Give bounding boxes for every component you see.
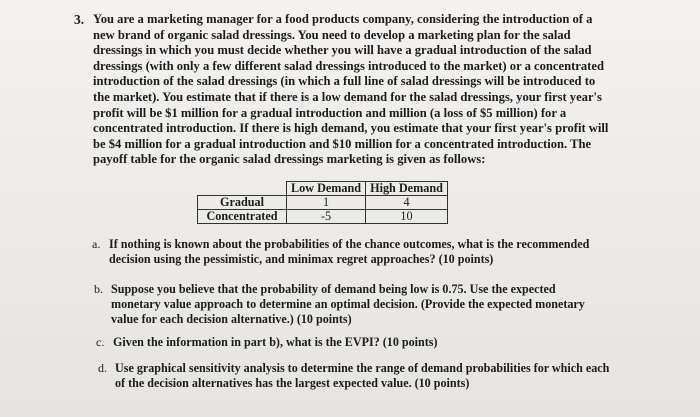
problem-statement <box>93 12 613 168</box>
table-row <box>198 196 448 210</box>
part-a <box>92 237 590 267</box>
part-a-label: a. <box>92 237 101 251</box>
cell-concentrated-high: 10 <box>366 210 448 224</box>
header-low-demand: Low Demand <box>287 182 366 196</box>
problem-line: be $4 million for a gradual introduction and $10 million for a concentrated introduction. The <box>93 136 592 151</box>
row-label-gradual: Gradual <box>198 196 287 210</box>
cell-gradual-low: 1 <box>287 196 366 210</box>
part-b-line: value for each decision alternative.) (10 points) <box>111 312 352 326</box>
part-d-line: Use graphical sensitivity analysis to determine the range of demand probabilities for which each <box>115 361 610 375</box>
part-b-line: monetary value approach to determine an optimal decision. (Provide the expected monetary <box>111 297 585 311</box>
part-c-line: Given the information in part b), what is the EVPI? (10 points) <box>113 335 438 349</box>
part-d-line: of the decision alternatives has the largest expected value. (10 points) <box>115 376 470 390</box>
problem-line: concentrated introduction. If there is high demand, you estimate that your first year's profit will <box>93 121 609 136</box>
problem-line: You are a marketing manager for a food products company, considering the introduction of a <box>93 12 593 26</box>
part-b-label: b. <box>94 282 103 296</box>
table-row <box>198 210 448 224</box>
payoff-table <box>197 181 448 224</box>
problem-line: new brand of organic salad dressings. You need to develop a marketing plan for the salad <box>93 27 571 42</box>
problem-line: dressings in which you must decide whether you will have a gradual introduction of the salad <box>93 43 592 58</box>
header-high-demand: High Demand <box>366 182 448 196</box>
row-label-concentrated: Concentrated <box>198 210 287 224</box>
problem-line: introduction of the salad dressings (in which a full line of salad dressings will be introduced to <box>93 74 596 89</box>
problem-line: the market). You estimate that if there is a low demand for the salad dressings, your first year's <box>93 89 602 104</box>
part-a-line: If nothing is known about the probabilities of the chance outcomes, what is the recommended <box>109 237 590 251</box>
table-corner-cell <box>198 182 287 196</box>
part-b-line: Suppose you believe that the probability of demand being low is 0.75. Use the expected <box>111 282 556 296</box>
part-b <box>94 282 585 327</box>
part-d-label: d. <box>98 361 107 375</box>
question-number: 3. <box>74 12 85 27</box>
table-header-row <box>198 182 448 196</box>
part-a-line: decision using the pessimistic, and minimax regret approaches? (10 points) <box>109 252 494 266</box>
part-c-label: c. <box>96 335 105 349</box>
part-c <box>96 335 438 350</box>
problem-line: dressings (with only a few different salad dressings introduced to the market) or a concentrated <box>93 58 604 73</box>
cell-concentrated-low: -5 <box>287 210 366 224</box>
cell-gradual-high: 4 <box>366 196 448 210</box>
part-d <box>98 361 610 391</box>
problem-line: payoff table for the organic salad dressings marketing is given as follows: <box>93 152 486 167</box>
problem-line: profit will be $1 million for a gradual introduction and million (a loss of $5 million) for a <box>93 105 567 120</box>
